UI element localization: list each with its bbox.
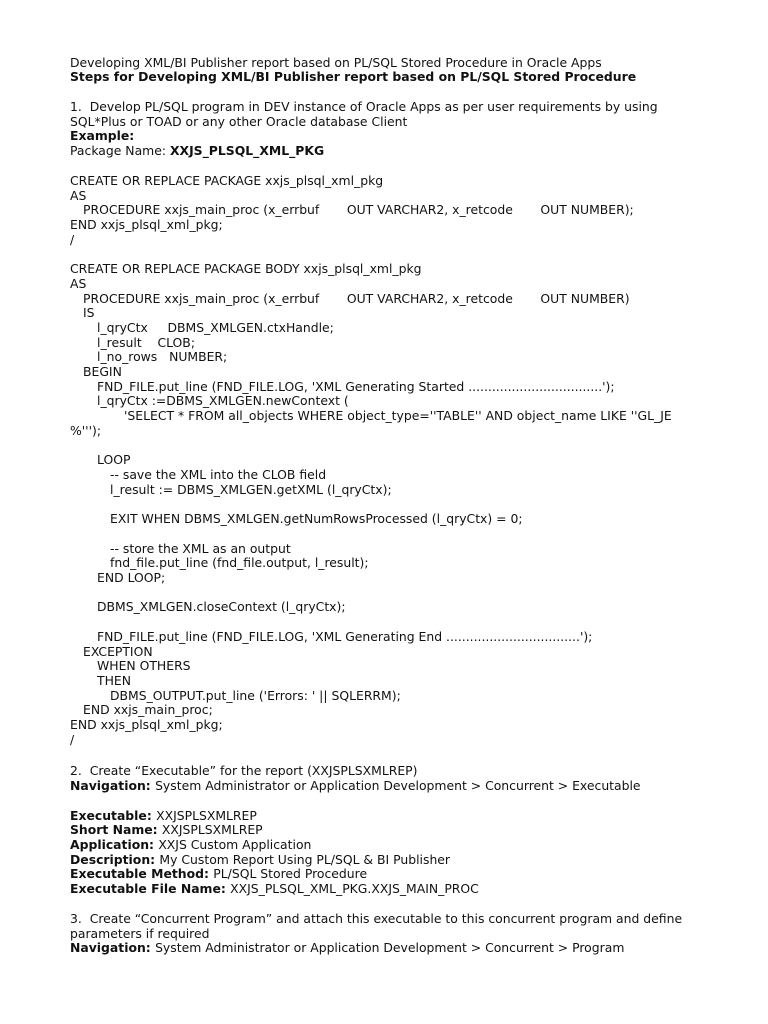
doc-title: Developing XML/BI Publisher report based on PL/SQL Stored Procedure in Oracle Apps (70, 55, 602, 70)
package-name-value: XXJS_PLSQL_XML_PKG (169, 143, 325, 158)
code-line: END xxjs_main_proc; (83, 702, 213, 717)
code-line: %'''); (70, 423, 102, 438)
field-executable (70, 808, 728, 823)
field-label: Executable Method: (70, 866, 214, 881)
field-label: Executable File Name: (70, 881, 231, 896)
step3-text-cont: parameters if required (70, 926, 210, 941)
step1-text: 1. Develop PL/SQL program in DEV instance of Oracle Apps as per user requirements by using (70, 99, 658, 114)
code-line: CREATE OR REPLACE PACKAGE xxjs_plsql_xml_pkg (70, 173, 384, 188)
code-line: THEN (97, 673, 131, 688)
code-line: -- save the XML into the CLOB field (110, 467, 327, 482)
code-line: END xxjs_plsql_xml_pkg; (70, 717, 223, 732)
step3-text: 3. Create “Concurrent Program” and attach this executable to this concurrent program and define (70, 911, 683, 926)
code-line: fnd_file.put_line (fnd_file.output, l_result); (110, 555, 369, 570)
example-label: Example: (70, 128, 135, 143)
code-line: END LOOP; (97, 570, 166, 585)
code-line: EXIT WHEN DBMS_XMLGEN.getNumRowsProcessed (l_qryCtx) = 0; (110, 511, 523, 526)
field-label: Executable: (70, 808, 157, 823)
field-value: XXJSPLSXMLREP (161, 822, 263, 837)
code-line: END xxjs_plsql_xml_pkg; (70, 217, 223, 232)
field-value: PL/SQL Stored Procedure (213, 866, 368, 881)
field-description (70, 852, 728, 867)
step2-navigation (70, 778, 728, 793)
field-label: Short Name: (70, 822, 162, 837)
code-line: l_result CLOB; (97, 335, 195, 350)
navigation-label: Navigation: (70, 778, 156, 793)
navigation-label: Navigation: (70, 940, 156, 955)
code-line: IS (83, 305, 95, 320)
code-line: / (70, 732, 75, 747)
code-line: PROCEDURE xxjs_main_proc (x_errbuf OUT VARCHAR2, x_retcode OUT NUMBER); (83, 202, 634, 217)
code-line: 'SELECT * FROM all_objects WHERE object_type=''TABLE'' AND object_name LIKE ''GL_JE (124, 408, 672, 423)
doc-heading: Steps for Developing XML/BI Publisher report based on PL/SQL Stored Procedure (70, 69, 637, 84)
code-line: DBMS_XMLGEN.closeContext (l_qryCtx); (97, 599, 346, 614)
code-line: l_result := DBMS_XMLGEN.getXML (l_qryCtx); (110, 482, 392, 497)
code-line: LOOP (97, 452, 131, 467)
code-line: -- store the XML as an output (110, 541, 291, 556)
code-line: DBMS_OUTPUT.put_line ('Errors: ' || SQLERRM); (110, 688, 401, 703)
step3-navigation (70, 940, 728, 955)
code-line: WHEN OTHERS (97, 658, 191, 673)
field-value: XXJS Custom Application (158, 837, 312, 852)
field-value: XXJSPLSXMLREP (156, 808, 257, 823)
field-value: XXJS_PLSQL_XML_PKG.XXJS_MAIN_PROC (230, 881, 479, 896)
code-line: PROCEDURE xxjs_main_proc (x_errbuf OUT VARCHAR2, x_retcode OUT NUMBER) (83, 291, 630, 306)
step2-text: 2. Create “Executable” for the report (XXJSPLSXMLREP) (70, 763, 418, 778)
navigation-path: System Administrator or Application Development > Concurrent > Executable (155, 778, 641, 793)
code-line: l_qryCtx DBMS_XMLGEN.ctxHandle; (97, 320, 334, 335)
field-executable-method (70, 866, 728, 881)
code-line: FND_FILE.put_line (FND_FILE.LOG, 'XML Generating End ..................................'); (97, 629, 593, 644)
code-line: AS (70, 276, 87, 291)
field-executable-file-name (70, 881, 728, 896)
step1-text-cont: SQL*Plus or TOAD or any other Oracle database Client (70, 114, 408, 129)
code-line: EXCEPTION (83, 644, 153, 659)
field-label: Application: (70, 837, 159, 852)
code-line: BEGIN (83, 364, 122, 379)
code-line: FND_FILE.put_line (FND_FILE.LOG, 'XML Generating Started ..................................'); (97, 379, 615, 394)
code-line: CREATE OR REPLACE PACKAGE BODY xxjs_plsql_xml_pkg (70, 261, 422, 276)
field-short-name (70, 822, 728, 837)
navigation-path: System Administrator or Application Development > Concurrent > Program (155, 940, 625, 955)
package-name-line (70, 143, 728, 158)
code-line: AS (70, 188, 87, 203)
field-value: My Custom Report Using PL/SQL & BI Publisher (159, 852, 451, 867)
field-label: Description: (70, 852, 160, 867)
code-line: l_qryCtx :=DBMS_XMLGEN.newContext ( (97, 393, 349, 408)
code-line: l_no_rows NUMBER; (97, 349, 228, 364)
package-name-label: Package Name: (70, 143, 170, 158)
code-line: / (70, 232, 75, 247)
field-application (70, 837, 728, 852)
